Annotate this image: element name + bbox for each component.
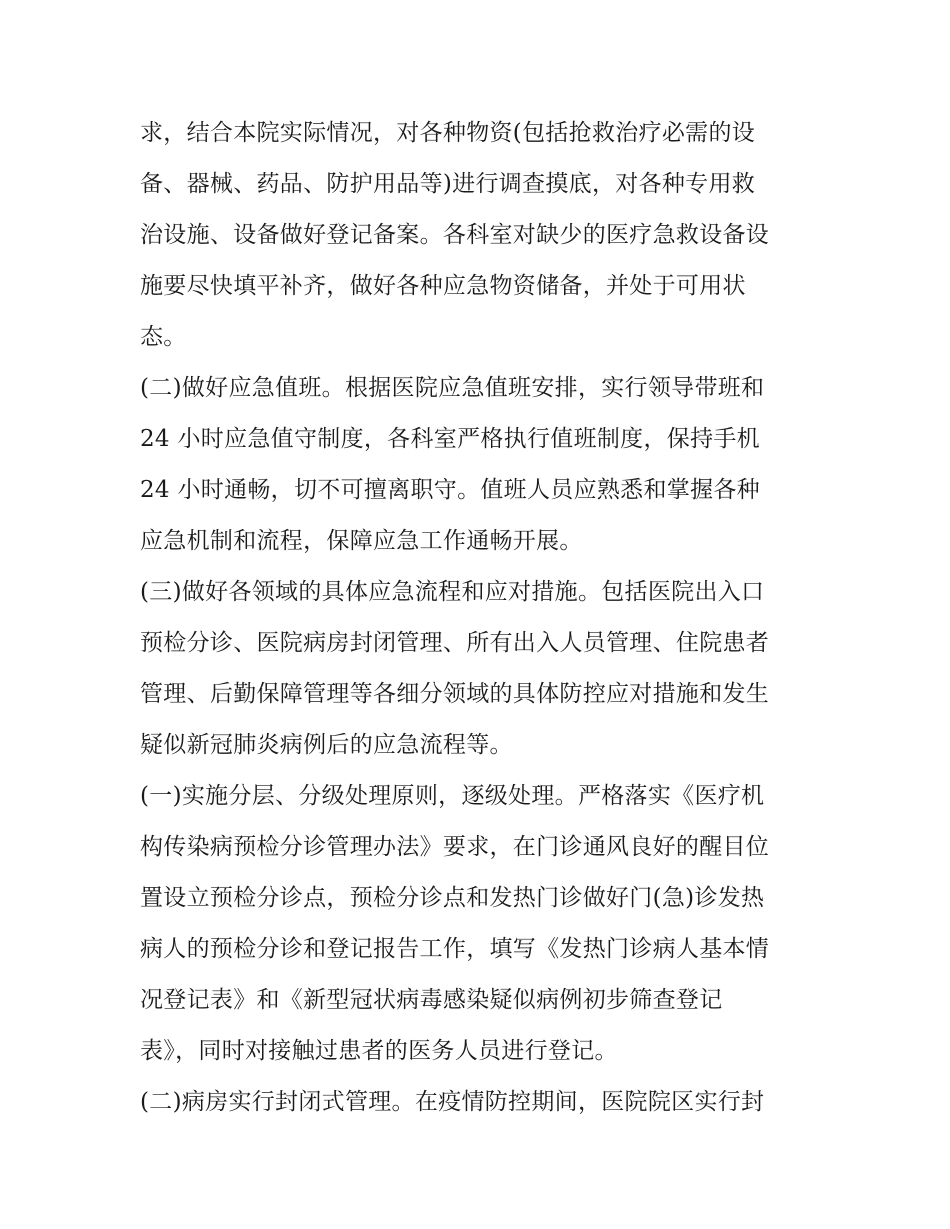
text-line: 构传染病预检分诊管理办法》要求，在门诊通风良好的醒目位 <box>140 834 770 860</box>
text-line: 24 小时应急值守制度，各科室严格执行值班制度，保持手机 <box>140 426 760 452</box>
text-line: (二)做好应急值班。根据医院应急值班安排，实行领导带班和 <box>140 375 765 401</box>
text-line: 管理、后勤保障管理等各细分领域的具体防控应对措施和发生 <box>140 681 770 707</box>
text-line: (二)病房实行封闭式管理。在疫情防控期间，医院院区实行封 <box>140 1089 765 1115</box>
text-line: 治设施、设备做好登记备案。各科室对缺少的医疗急救设备设 <box>140 222 770 248</box>
text-line: 预检分诊、医院病房封闭管理、所有出入人员管理、住院患者 <box>140 630 770 656</box>
text-line: 应急机制和流程，保障应急工作通畅开展。 <box>140 528 583 554</box>
text-line: (一)实施分层、分级处理原则，逐级处理。严格落实《医疗机 <box>140 783 765 809</box>
text-line: 疑似新冠肺炎病例后的应急流程等。 <box>140 732 513 758</box>
text-line: 况登记表》和《新型冠状病毒感染疑似病例初步筛查登记 <box>140 987 723 1013</box>
text-line: 态。 <box>140 324 187 350</box>
text-line: 病人的预检分诊和登记报告工作，填写《发热门诊病人基本情 <box>140 936 770 962</box>
text-line: 求，结合本院实际情况，对各种物资(包括抢救治疗必需的设 <box>140 120 756 146</box>
document-body <box>140 108 820 1128</box>
text-line: 表》，同时对接触过患者的医务人员进行登记。 <box>140 1038 618 1064</box>
text-line: 备、器械、药品、防护用品等)进行调查摸底，对各种专用救 <box>140 171 756 197</box>
text-line: (三)做好各领域的具体应急流程和应对措施。包括医院出入口 <box>140 579 765 605</box>
text-line: 施要尽快填平补齐，做好各种应急物资储备，并处于可用状 <box>140 273 746 299</box>
text-line: 24 小时通畅，切不可擅离职守。值班人员应熟悉和掌握各种 <box>140 477 760 503</box>
text-line: 置设立预检分诊点，预检分诊点和发热门诊做好门(急)诊发热 <box>140 885 765 911</box>
